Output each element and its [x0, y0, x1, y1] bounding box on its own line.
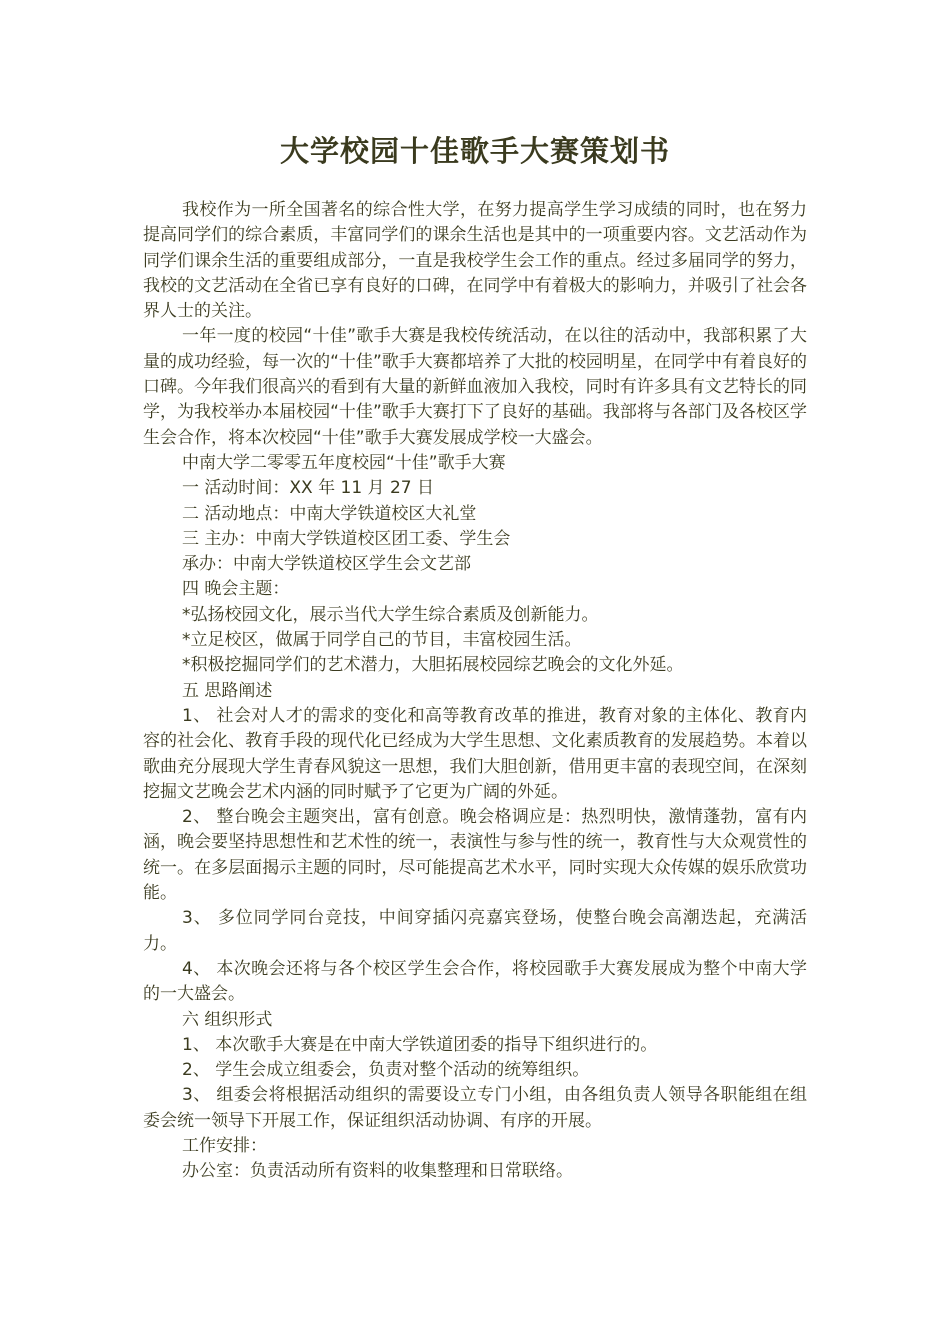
document-body [143, 198, 807, 1185]
event-host: 三 主办：中南大学铁道校区团工委、学生会 [182, 528, 511, 549]
section-theme-heading: 四 晚会主题： [182, 579, 290, 600]
ideas-item: 4、 本次晚会还将与各个校区学生会合作，将校园歌手大赛发展成为整个中南大学的一大盛会。 [143, 958, 807, 1005]
organization-item: 1、 本次歌手大赛是在中南大学铁道团委的指导下组织进行的。 [182, 1034, 658, 1055]
organization-item: 3、 组委会将根据活动组织的需要设立专门小组，由各组负责人领导各职能组在组委会统一领导下开展工作，保证组织活动协调、有序的开展。 [143, 1085, 807, 1131]
event-location: 二 活动地点：中南大学铁道校区大礼堂 [182, 503, 477, 524]
paragraph-intro: 我校作为一所全国著名的综合性大学，在努力提高学生学习成绩的同时，也在努力提高同学们的综合素质，丰富同学们的课余生活也是其中的一项重要内容。文艺活动作为同学们课余生活的重要组成部分，一直是我校学生会工作的重点。经过多届同学的努力，我校的文艺活动在全省已享有良好的口碑，在同学中有着极大的影响力，并吸引了社会各界人士的关注。 [143, 200, 807, 322]
theme-item: *积极挖掘同学们的艺术潜力，大胆拓展校园综艺晚会的文化外延。 [182, 655, 684, 676]
work-arrangement-item: 办公室：负责活动所有资料的收集整理和日常联络。 [182, 1161, 573, 1182]
document-title: 大学校园十佳歌手大赛策划书 [279, 134, 670, 168]
paragraph-background: 一年一度的校园“十佳”歌手大赛是我校传统活动，在以往的活动中，我部积累了大量的成功经验，每一次的“十佳”歌手大赛都培养了大批的校园明星，在同学中有着良好的口碑。今年我们很高兴的看到有大量的新鲜血液加入我校，同时有许多具有文艺特长的同学，为我校举办本届校园“十佳”歌手大赛打下了良好的基础。我部将与各部门及各校区学生会合作，将本次校园“十佳”歌手大赛发展成学校一大盛会。 [143, 326, 807, 448]
theme-item: *弘扬校园文化，展示当代大学生综合素质及创新能力。 [182, 604, 599, 625]
ideas-item: 2、 整台晚会主题突出，富有创意。晚会格调应是：热烈明快，激情蓬勃，富有内涵，晚会要坚持思想性和艺术性的统一，表演性与参与性的统一，教育性与大众观赏性的统一。在多层面揭示主题的同时，尽可能提高艺术水平，同时实现大众传媒的娱乐欣赏功能。 [143, 807, 807, 904]
ideas-item: 3、 多位同学同台竞技，中间穿插闪亮嘉宾登场，使整台晚会高潮迭起，充满活力。 [143, 908, 807, 954]
event-organizer: 承办：中南大学铁道校区学生会文艺部 [182, 554, 471, 575]
section-ideas-heading: 五 思路阐述 [182, 680, 273, 701]
event-name: 中南大学二零零五年度校园“十佳”歌手大赛 [182, 452, 506, 473]
organization-item: 2、 学生会成立组委会，负责对整个活动的统筹组织。 [182, 1060, 590, 1081]
ideas-item: 1、 社会对人才的需求的变化和高等教育改革的推进，教育对象的主体化、教育内容的社会化、教育手段的现代化已经成为大学生思想、文化素质教育的发展趋势。本着以歌曲充分展现大学生青春风貌这一思想，我们大胆创新，借用更丰富的表现空间，在深刻挖掘文艺晚会艺术内涵的同时赋予了它更为广阔的外延。 [143, 705, 807, 802]
work-arrangement-heading: 工作安排： [182, 1135, 267, 1156]
document-page [143, 126, 807, 1185]
event-time: 一 活动时间：XX 年 11 月 27 日 [182, 478, 434, 499]
section-organization-heading: 六 组织形式 [182, 1009, 273, 1030]
theme-item: *立足校区，做属于同学自己的节目，丰富校园生活。 [182, 630, 582, 651]
